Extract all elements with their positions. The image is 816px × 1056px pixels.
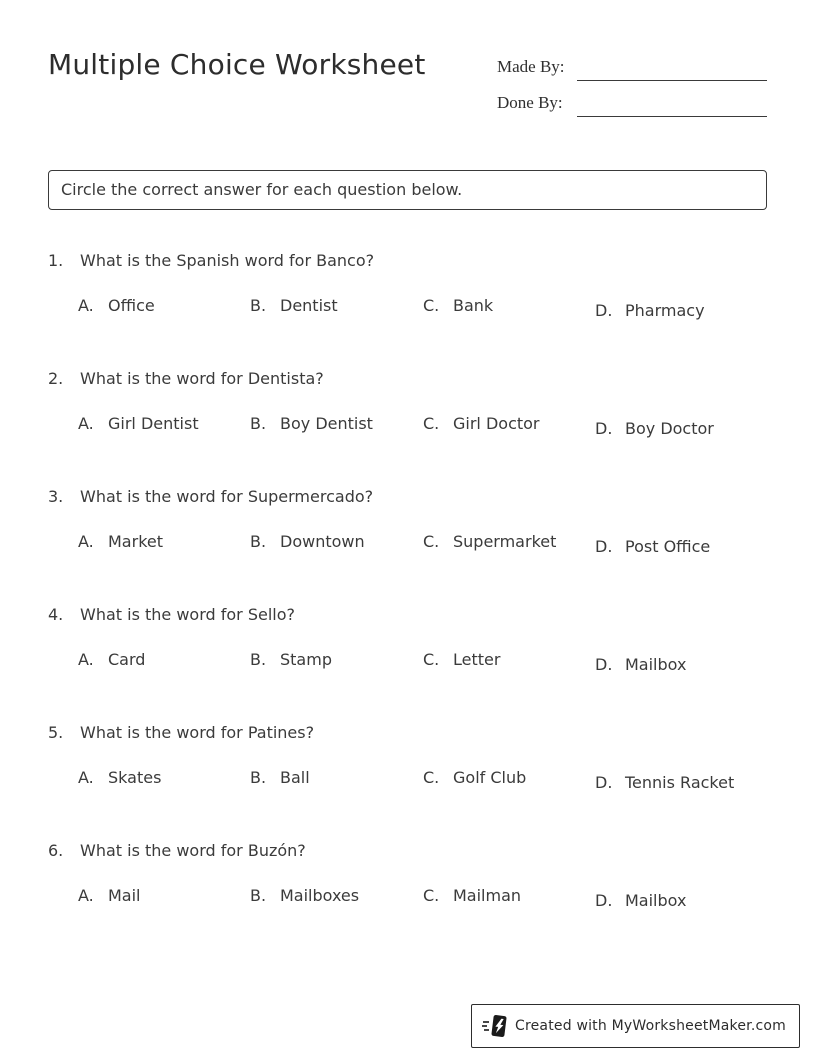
option-b xyxy=(250,767,423,788)
question-text: What is the word for Buzón? xyxy=(80,841,306,860)
option-letter: C. xyxy=(423,650,440,669)
option-text: Downtown xyxy=(280,532,365,551)
option-letter: D. xyxy=(595,301,613,320)
page-title: Multiple Choice Worksheet xyxy=(48,48,426,81)
option-letter: B. xyxy=(250,886,267,905)
option-c xyxy=(423,885,595,906)
question-2 xyxy=(48,368,767,438)
option-letter: C. xyxy=(423,886,440,905)
option-text: Post Office xyxy=(625,537,711,556)
option-text: Mailman xyxy=(453,886,522,905)
footer-credit-text[interactable]: Created with MyWorksheetMaker.com xyxy=(514,1018,786,1034)
question-number: 6. xyxy=(48,841,64,860)
option-c xyxy=(423,295,595,316)
footer-credit-badge xyxy=(471,1004,800,1048)
option-letter: B. xyxy=(250,296,267,315)
question-4-text-row xyxy=(48,604,767,625)
question-text: What is the word for Dentista? xyxy=(80,369,324,388)
option-b xyxy=(250,885,423,906)
question-1 xyxy=(48,250,767,320)
question-4 xyxy=(48,604,767,674)
option-text: Letter xyxy=(453,650,501,669)
option-text: Office xyxy=(108,296,155,315)
question-number: 5. xyxy=(48,723,64,742)
option-letter: A. xyxy=(78,768,94,787)
question-text: What is the word for Patines? xyxy=(80,723,315,742)
question-number: 2. xyxy=(48,369,64,388)
option-d xyxy=(595,654,767,675)
option-a xyxy=(78,531,250,552)
question-text: What is the word for Supermercado? xyxy=(80,487,374,506)
question-number: 4. xyxy=(48,605,64,624)
question-4-options xyxy=(78,649,767,674)
option-c xyxy=(423,649,595,670)
option-text: Market xyxy=(108,532,163,551)
option-d xyxy=(595,418,767,439)
question-number: 1. xyxy=(48,251,64,270)
option-b xyxy=(250,531,423,552)
option-letter: D. xyxy=(595,655,613,674)
question-5-options xyxy=(78,767,767,792)
option-c xyxy=(423,767,595,788)
option-letter: A. xyxy=(78,296,94,315)
option-b xyxy=(250,295,423,316)
option-text: Mail xyxy=(108,886,141,905)
option-a xyxy=(78,767,250,788)
option-text: Ball xyxy=(280,768,310,787)
option-letter: C. xyxy=(423,768,440,787)
made-by-blank-line[interactable] xyxy=(577,80,767,81)
option-text: Golf Club xyxy=(453,768,527,787)
instruction-box xyxy=(48,170,767,210)
option-letter: D. xyxy=(595,537,613,556)
option-d xyxy=(595,300,767,321)
option-c xyxy=(423,413,595,434)
option-letter: C. xyxy=(423,532,440,551)
question-3 xyxy=(48,486,767,556)
option-letter: D. xyxy=(595,891,613,910)
question-6 xyxy=(48,840,767,910)
option-letter: A. xyxy=(78,650,94,669)
question-3-text-row xyxy=(48,486,767,507)
option-text: Stamp xyxy=(280,650,332,669)
option-a xyxy=(78,649,250,670)
option-text: Bank xyxy=(453,296,494,315)
option-letter: B. xyxy=(250,414,267,433)
option-text: Mailbox xyxy=(625,655,687,674)
option-c xyxy=(423,531,595,552)
done-by-row xyxy=(497,88,767,114)
done-by-blank-line[interactable] xyxy=(577,116,767,117)
byline-block xyxy=(497,52,767,114)
option-letter: D. xyxy=(595,773,613,792)
question-1-options xyxy=(78,295,767,320)
question-5 xyxy=(48,722,767,792)
option-a xyxy=(78,885,250,906)
option-letter: A. xyxy=(78,414,94,433)
instruction-text: Circle the correct answer for each question below. xyxy=(61,180,463,199)
made-by-row xyxy=(497,52,767,78)
option-letter: B. xyxy=(250,768,267,787)
option-text: Pharmacy xyxy=(625,301,705,320)
option-d xyxy=(595,772,767,793)
option-text: Boy Doctor xyxy=(625,419,714,438)
question-1-text-row xyxy=(48,250,767,271)
option-letter: C. xyxy=(423,414,440,433)
option-letter: B. xyxy=(250,532,267,551)
option-b xyxy=(250,413,423,434)
option-text: Skates xyxy=(108,768,162,787)
option-letter: C. xyxy=(423,296,440,315)
option-letter: B. xyxy=(250,650,267,669)
question-6-text-row xyxy=(48,840,767,861)
option-text: Dentist xyxy=(280,296,338,315)
option-a xyxy=(78,413,250,434)
question-6-options xyxy=(78,885,767,910)
made-by-label: Made By: xyxy=(497,57,565,76)
option-letter: A. xyxy=(78,886,94,905)
done-by-label: Done By: xyxy=(497,93,563,112)
option-text: Card xyxy=(108,650,146,669)
option-a xyxy=(78,295,250,316)
question-2-text-row xyxy=(48,368,767,389)
option-text: Boy Dentist xyxy=(280,414,373,433)
question-3-options xyxy=(78,531,767,556)
option-text: Mailbox xyxy=(625,891,687,910)
worksheet-maker-logo-icon xyxy=(482,1012,508,1040)
option-d xyxy=(595,536,767,557)
option-text: Tennis Racket xyxy=(625,773,735,792)
option-d xyxy=(595,890,767,911)
question-text: What is the word for Sello? xyxy=(80,605,296,624)
question-5-text-row xyxy=(48,722,767,743)
question-text: What is the Spanish word for Banco? xyxy=(80,251,375,270)
question-number: 3. xyxy=(48,487,64,506)
option-text: Mailboxes xyxy=(280,886,360,905)
question-2-options xyxy=(78,413,767,438)
option-text: Supermarket xyxy=(453,532,557,551)
question-list xyxy=(48,250,767,958)
option-letter: A. xyxy=(78,532,94,551)
option-text: Girl Doctor xyxy=(453,414,540,433)
option-text: Girl Dentist xyxy=(108,414,199,433)
option-letter: D. xyxy=(595,419,613,438)
option-b xyxy=(250,649,423,670)
